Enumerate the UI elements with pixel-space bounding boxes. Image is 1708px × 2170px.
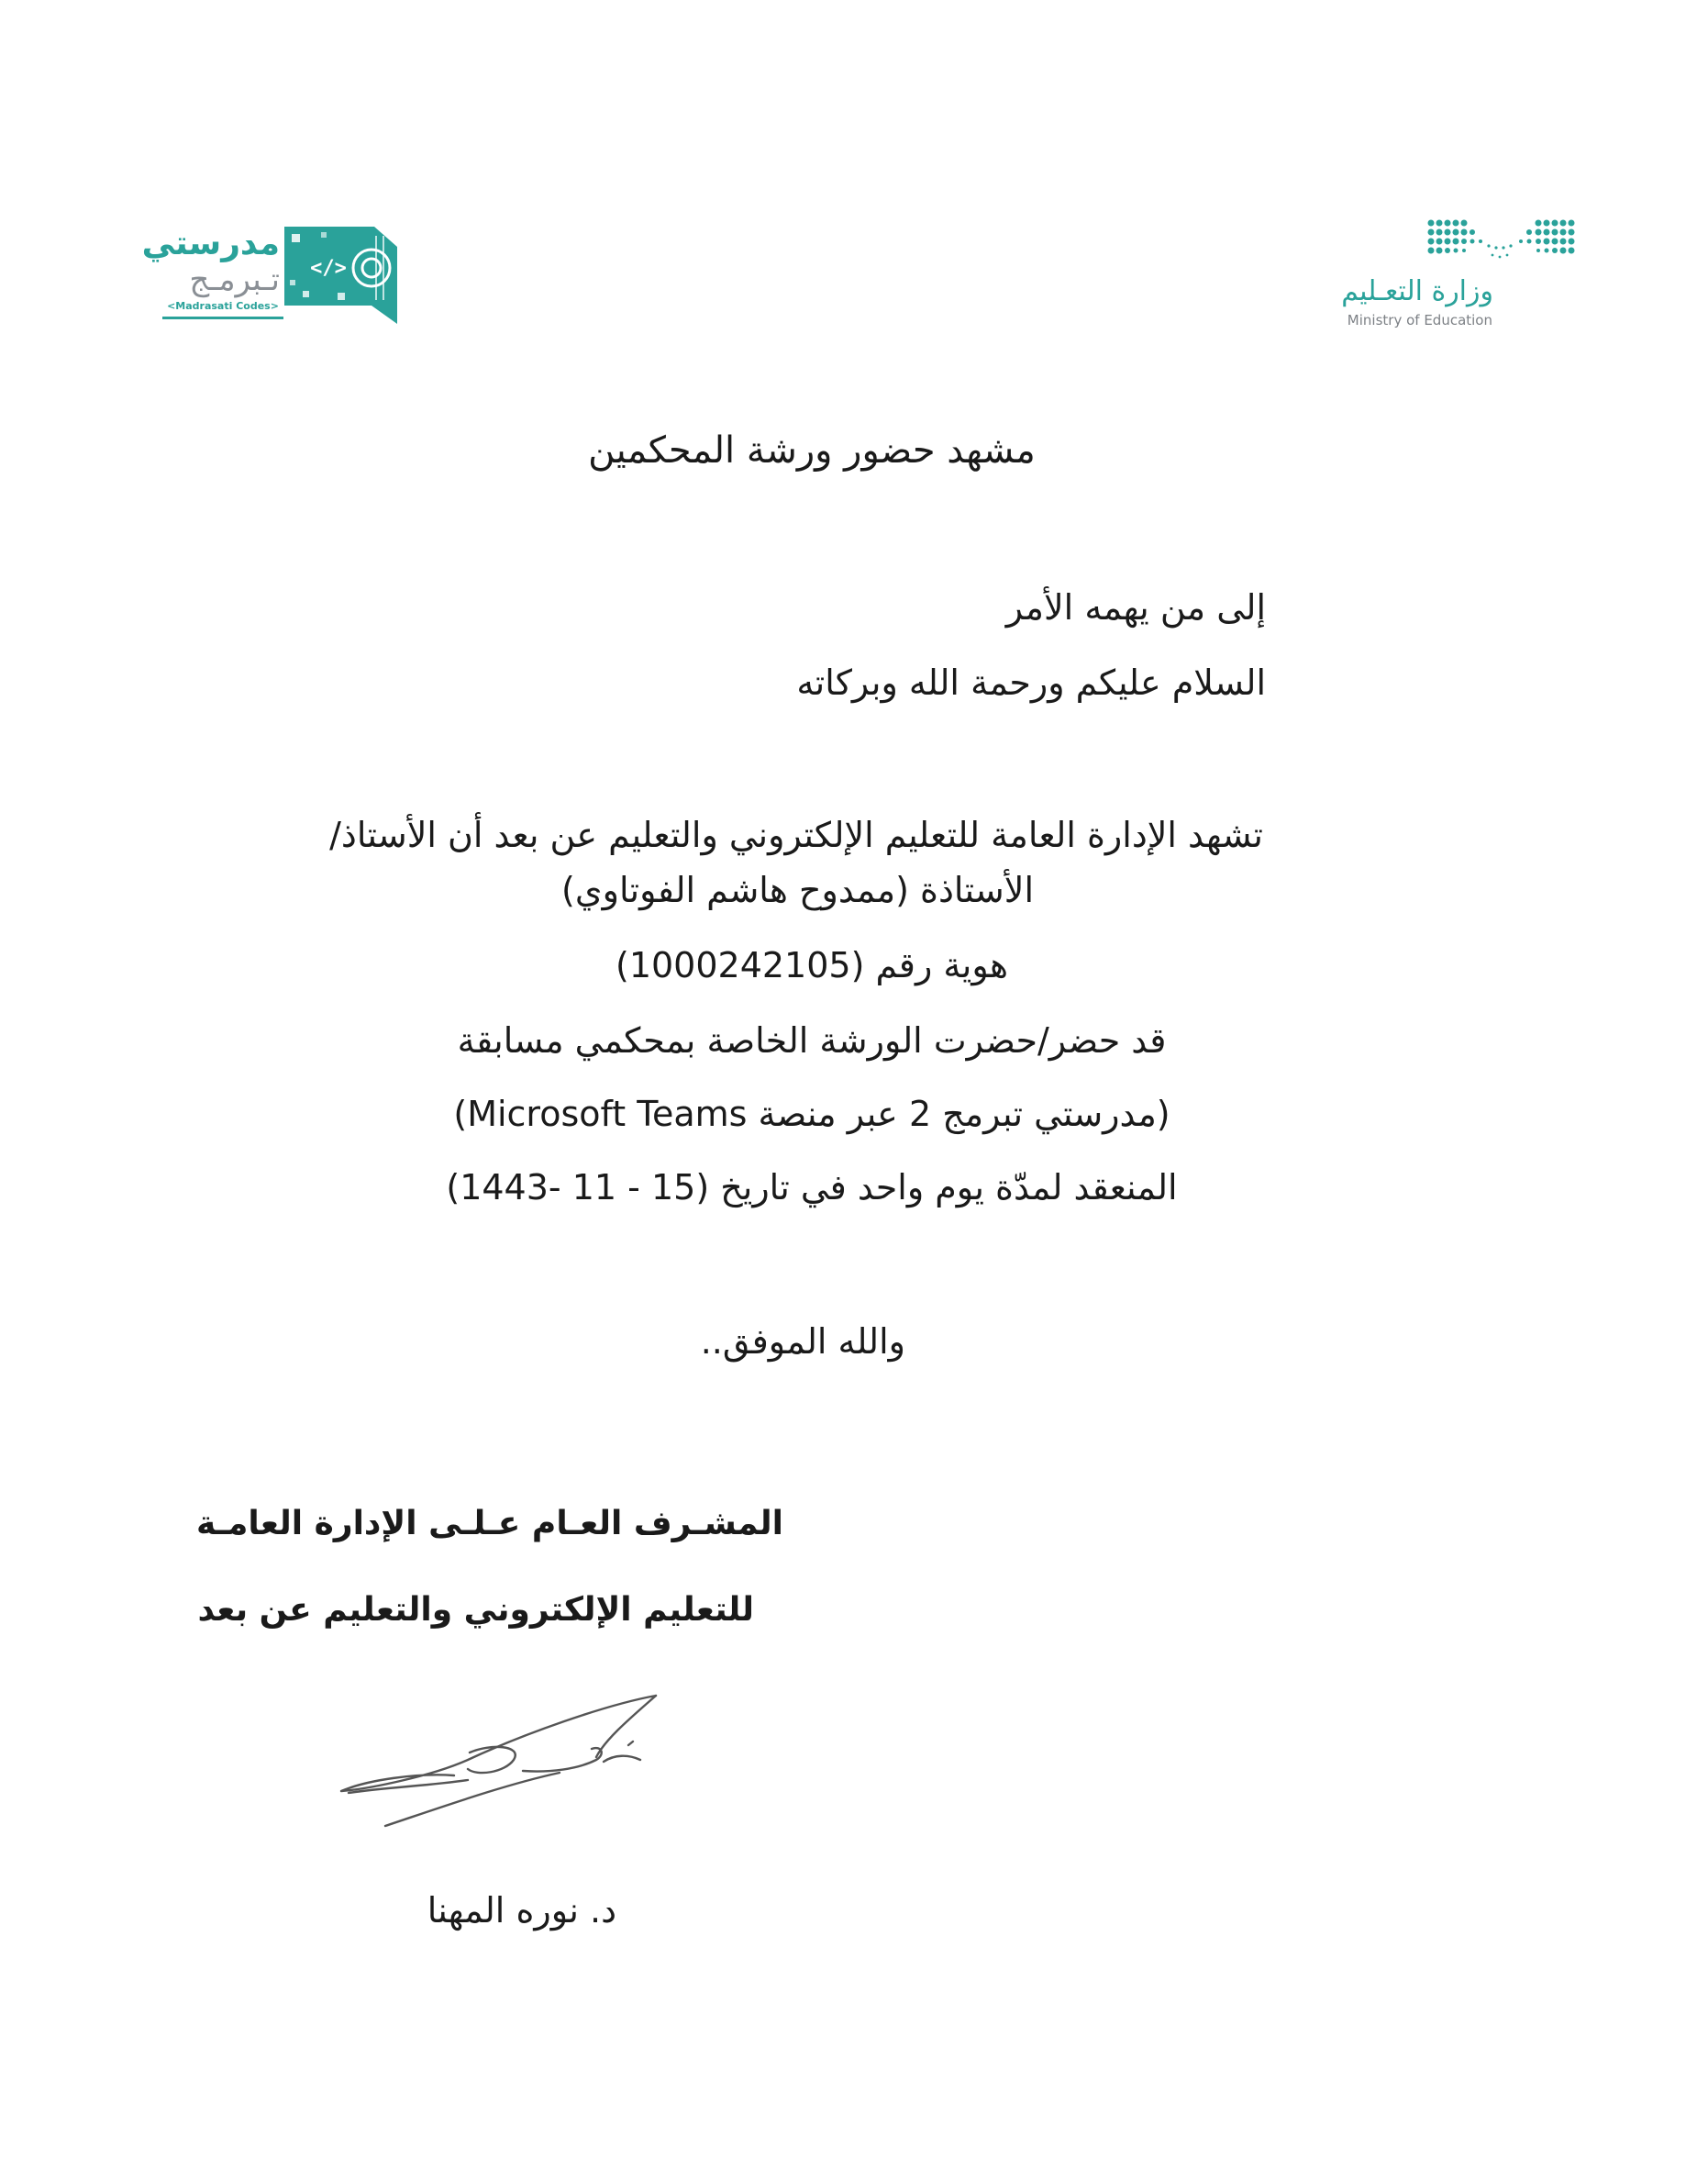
date-line: المنعقد لمدّة يوم واحد في تاريخ (15 - 11 -1443) xyxy=(446,1167,1178,1207)
id-number-line: هوية رقم (1000242105) xyxy=(615,945,1009,985)
attendance-line: قد حضر/حضرت الورشة الخاصة بمحكمي مسابقة xyxy=(457,1020,1167,1061)
ministry-of-education-logo xyxy=(1341,218,1578,333)
body-line-1: تشهد الإدارة العامة للتعليم الإلكتروني والتعليم عن بعد أن الأستاذ/ xyxy=(329,815,1263,855)
code-badge-icon xyxy=(284,227,397,324)
signatory-title-line-1: المشـرف العـام عـلـى الإدارة العامـة xyxy=(195,1505,783,1542)
ministry-name-arabic: وزارة التعـليم xyxy=(1341,275,1493,307)
ministry-dots-emblem-icon xyxy=(1426,218,1578,262)
madrasati-codes-label: <Madrasati Codes> xyxy=(162,300,283,319)
body-line-2: الأستاذة (ممدوح هاشم الفوتاوي) xyxy=(561,870,1034,910)
madrasati-logo-subtitle: تـبرمـج xyxy=(189,262,280,298)
madrasati-logo-name: مدرستي xyxy=(141,225,280,262)
document-title: مشهد حضور ورشة المحكمين xyxy=(588,429,1036,472)
closing-line: والله الموفق.. xyxy=(700,1321,905,1362)
ministry-name-english: Ministry of Education xyxy=(1347,312,1492,328)
platform-line: (مدرستي تبرمج 2 عبر منصة Microsoft Teams) xyxy=(453,1094,1170,1134)
madrasati-logo xyxy=(141,225,397,326)
code-symbol: </> xyxy=(310,257,347,280)
handwritten-signature xyxy=(330,1688,679,1835)
greeting: السلام عليكم ورحمة الله وبركاته xyxy=(796,662,1266,703)
signatory-title-line-2: للتعليم الإلكتروني والتعليم عن بعد xyxy=(197,1591,754,1629)
salutation-to: إلى من يهمه الأمر xyxy=(1005,587,1266,628)
signatory-name: د. نوره المهنا xyxy=(427,1890,616,1931)
